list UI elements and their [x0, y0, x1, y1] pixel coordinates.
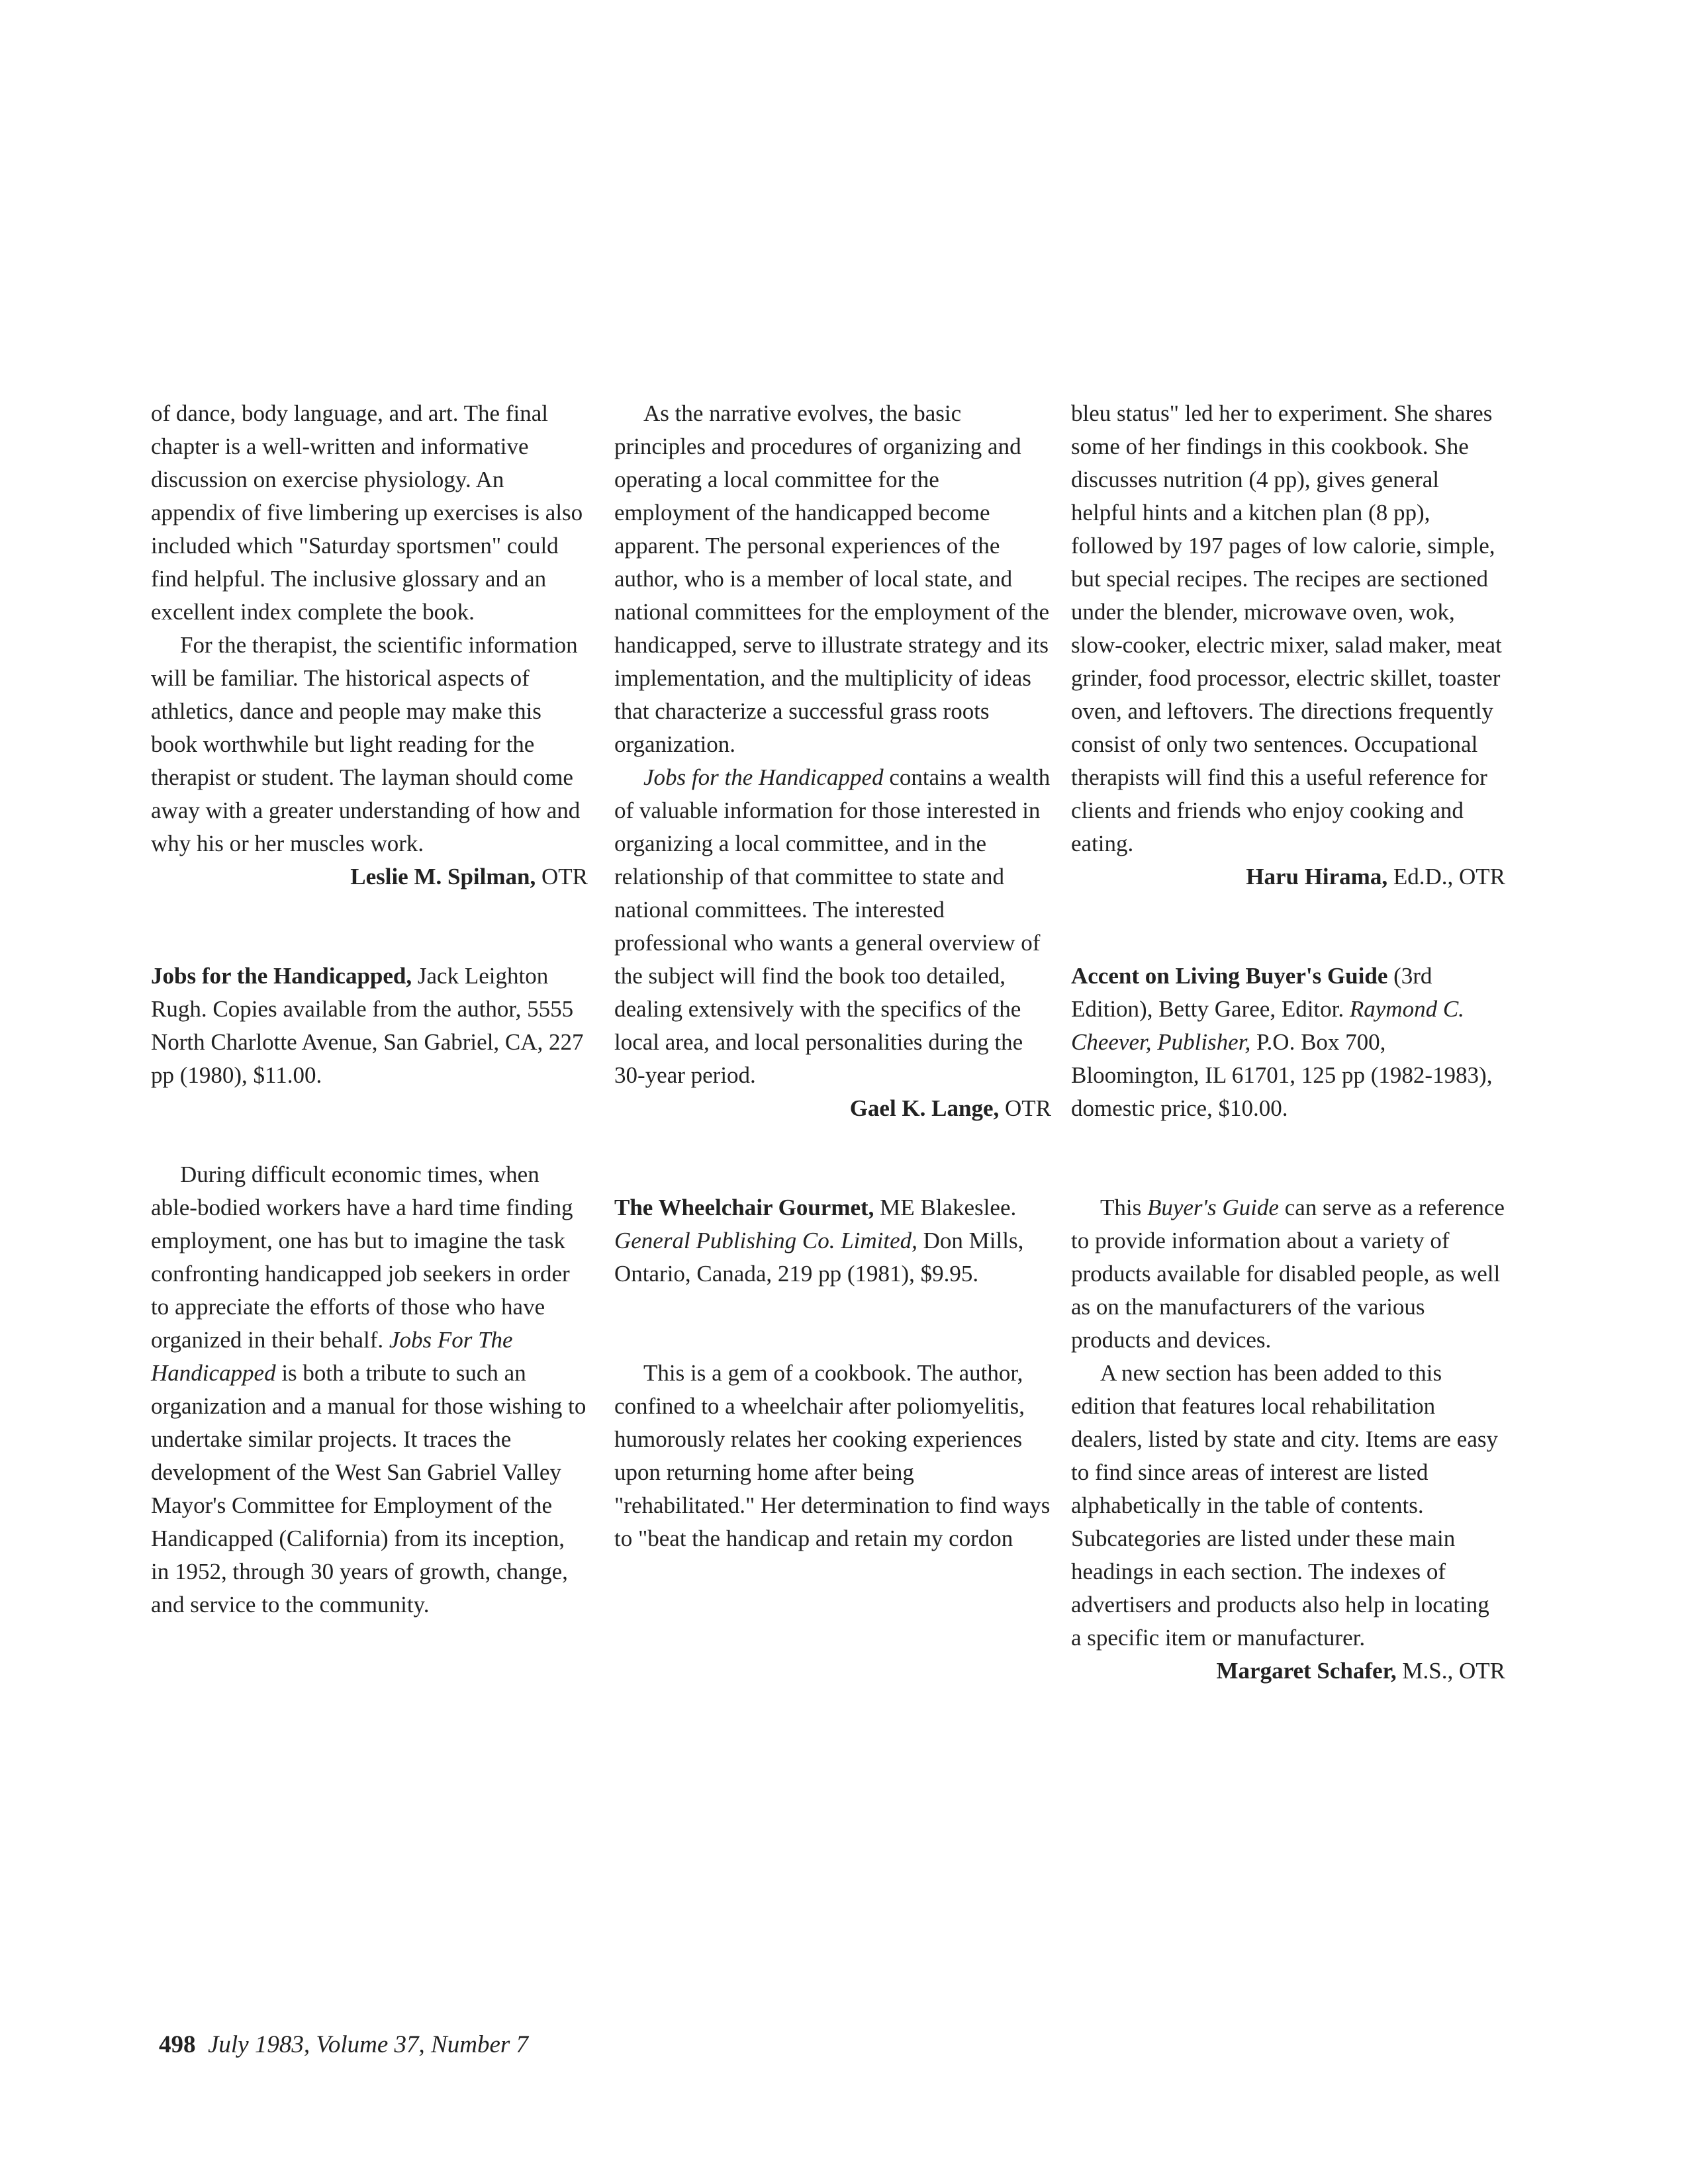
reviewer-signature	[1071, 860, 1505, 893]
book-title: The Wheelchair Gourmet,	[614, 1195, 874, 1220]
body-paragraph: of dance, body language, and art. The final chapter is a well-written and informative discussion on exercise physiology. An appendix of five limbering up exercises is also included which "Saturday sportsmen" could find helpful. The inclusive glossary and an excellent index complete the book.	[151, 400, 583, 625]
review-header	[151, 960, 588, 1092]
reviewer-name: Leslie M. Spilman,	[350, 864, 536, 889]
page-number: 498	[159, 2031, 196, 2058]
review-header	[1071, 960, 1505, 1125]
column-2	[614, 397, 1051, 1555]
body-paragraph: During difficult economic times, when able-bodied workers have a hard time finding employment, one has but to imagine the task confronting handicapped job seekers in order to appreciate the efforts of those who have organized in their behalf. Jobs For The Handicapped is both a tribute to such an organization and a manual for those wishing to undertake similar projects. It traces the development of the West San Gabriel Valley Mayor's Committee for Employment of the Handicapped (California) from its inception, in 1952, through 30 years of growth, change, and service to the community.	[151, 1161, 586, 1617]
column-3	[1071, 397, 1505, 1688]
reviewer-name: Gael K. Lange,	[849, 1095, 1000, 1121]
book-edition: (3rd Edition), Betty Garee, Editor.	[1071, 963, 1432, 1022]
body-paragraph: This Buyer's Guide can serve as a reference to provide information about a variety of products available for disabled people, as well as on the manufacturers of the various products and devices.	[1071, 1195, 1505, 1353]
column-1	[151, 397, 588, 1621]
book-publisher: General Publishing Co. Limited,	[614, 1228, 917, 1253]
book-biblio: Don Mills, Ontario, Canada, 219 pp (1981), $9.95.	[614, 1228, 1024, 1287]
reviewer-credential: Ed.D., OTR	[1393, 864, 1505, 889]
book-author: ME Blakeslee.	[880, 1195, 1017, 1220]
body-paragraph: As the narrative evolves, the basic principles and procedures of organizing and operating a local committee for the employment of the handicapped become apparent. The personal experiences of the author, who is a member of local state, and national committees for the employment of the handicapped, serve to illustrate strategy and its implementation, and the multiplicity of ideas that characterize a successful grass roots organization.	[614, 400, 1050, 757]
reviewer-credential: OTR	[541, 864, 588, 889]
reviewer-name: Haru Hirama,	[1246, 864, 1388, 889]
review-header	[614, 1191, 1051, 1291]
journal-issue: July 1983, Volume 37, Number 7	[208, 2031, 529, 2058]
reviewer-signature	[151, 860, 588, 893]
book-title: Accent on Living Buyer's Guide	[1071, 963, 1388, 989]
body-paragraph: A new section has been added to this edition that features local rehabilitation dealers, listed by state and city. Items are easy to find since areas of interest are listed alphabetically in the table of contents. Subcategories are listed under these main headings in each section. The indexes of advertisers and products also help in locating a specific item or manufacturer.	[1071, 1360, 1498, 1651]
book-title: Jobs for the Handicapped,	[151, 963, 412, 989]
body-paragraph: For the therapist, the scientific information will be familiar. The historical aspects of athletics, dance and people may make this book worthwhile but light reading for the therapist or student. The layman should come away with a greater understanding of how and why his or her muscles work.	[151, 632, 581, 856]
reviewer-credential: OTR	[1005, 1095, 1051, 1121]
body-paragraph: bleu status" led her to experiment. She shares some of her findings in this cookbook. She discusses nutrition (4 pp), gives general helpful hints and a kitchen plan (8 pp), followed by 197 pages of low calorie, simple, but special recipes. The recipes are sectioned under the blender, microwave oven, wok, slow-cooker, electric mixer, salad maker, meat grinder, food processor, electric skillet, toaster oven, and leftovers. The directions frequently consist of only two sentences. Occupational therapists will find this a useful reference for clients and friends who enjoy cooking and eating.	[1071, 400, 1502, 856]
book-publisher: Raymond C. Cheever, Publisher,	[1071, 996, 1464, 1055]
reviewer-signature	[614, 1092, 1051, 1125]
reviewer-signature	[1071, 1655, 1505, 1688]
reviewer-name: Margaret Schafer,	[1216, 1658, 1397, 1684]
body-paragraph: Jobs for the Handicapped contains a wealth of valuable information for those interested in organizing a local committee, and in the relationship of that committee to state and national committees. The interested professional who wants a general overview of the subject will find the book too detailed, dealing extensively with the specifics of the local area, and local personalities during the 30-year period.	[614, 764, 1051, 1088]
body-paragraph: This is a gem of a cookbook. The author, confined to a wheelchair after poliomyelitis, humorously relates her cooking experiences upon returning home after being "rehabilitated." Her determination to find ways to "beat the handicap and retain my cordon	[614, 1360, 1051, 1551]
book-biblio: Jack Leighton Rugh. Copies available from the author, 5555 North Charlotte Avenue, San Gabriel, CA, 227 pp (1980), $11.00.	[151, 963, 584, 1088]
page-footer	[159, 2030, 528, 2059]
book-biblio: P.O. Box 700, Bloomington, IL 61701, 125 pp (1982-1983), domestic price, $10.00.	[1071, 1029, 1493, 1121]
reviewer-credential: M.S., OTR	[1402, 1658, 1505, 1684]
